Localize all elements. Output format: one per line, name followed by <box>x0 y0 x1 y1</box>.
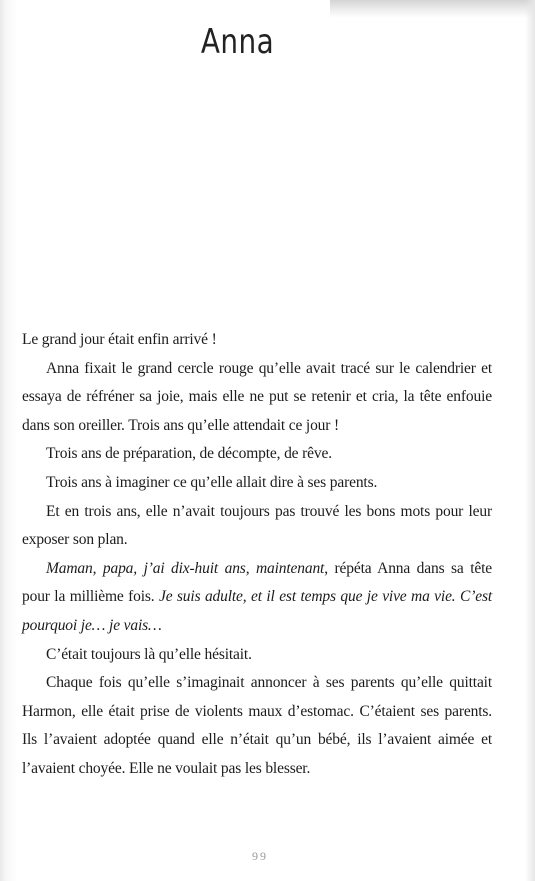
paragraph-1: Le grand jour était enfin arrivé ! <box>22 331 217 348</box>
paragraph-2: Anna fixait le grand cercle rouge qu’elle avait tracé sur le calendrier et essaya de réfréner sa joie, mais elle ne put se retenir et cria, la tête enfouie dans son oreiller. Trois ans qu’elle attendait ce jour ! <box>22 359 492 434</box>
scan-shadow-top <box>330 0 535 18</box>
italic-speech-1: Maman, papa, j’ai dix-huit ans, maintenant <box>46 559 325 577</box>
paragraph-3: Trois ans de préparation, de décompte, de rêve. <box>46 445 332 463</box>
paragraph-5: Et en trois ans, elle n’avait toujours pas trouvé les bons mots pour leur exposer son plan. <box>22 502 492 549</box>
paragraph-4: Trois ans à imaginer ce qu’elle allait dire à ses parents. <box>46 473 378 491</box>
italic-speech-2: Je suis adulte, et il est temps que je vive ma vie. C’est pourquoi je… je vais… <box>22 588 492 634</box>
scan-shadow-spine <box>525 0 535 881</box>
paragraph-7: C’était toujours là qu’elle hésitait. <box>46 645 252 663</box>
page-number: 99 <box>252 849 268 863</box>
paragraph-6 <box>22 555 492 641</box>
narration: , répéta Anna dans sa tête pour la millième fois. <box>22 559 492 606</box>
paragraph-8: Chaque fois qu’elle s’imaginait annoncer à ses parents qu’elle quittait Harmon, elle était prise de violents maux d’estomac. C’étaient ses parents. Ils l’avaient adoptée quand elle n’était qu’un bébé, ils l’avaient aimée et l’avaient choyée. Elle ne voulait pas les blesser. <box>22 674 492 777</box>
chapter-title: Anna <box>200 22 275 62</box>
body-text <box>22 326 492 784</box>
